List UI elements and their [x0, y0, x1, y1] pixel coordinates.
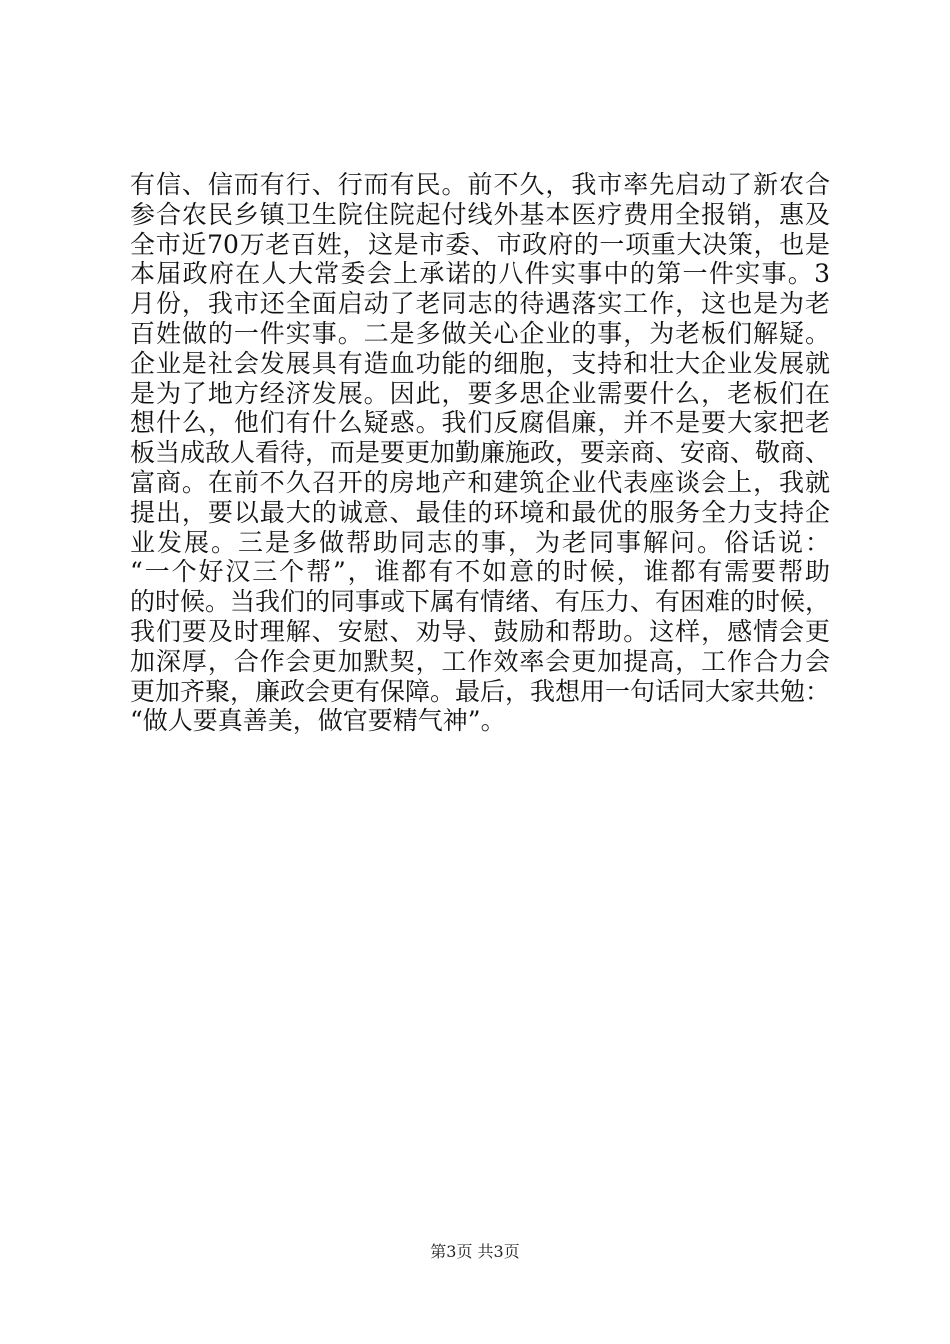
text-line: 百姓做的一件实事。二是多做关心企业的事，为老板们解疑。 [130, 318, 830, 348]
text-line: 全市近70万老百姓，这是市委、市政府的一项重大决策，也是 [130, 229, 830, 259]
text-line: 企业是社会发展具有造血功能的细胞，支持和壮大企业发展就 [130, 348, 830, 378]
body-text [130, 170, 830, 736]
text-line: 有信、信而有行、行而有民。前不久，我市率先启动了新农合 [130, 170, 830, 199]
text-line: 想什么，他们有什么疑惑。我们反腐倡廉，并不是要大家把老 [130, 408, 830, 438]
text-line: 我们要及时理解、安慰、劝导、鼓励和帮助。这样，感情会更 [130, 616, 830, 646]
text-line: 本届政府在人大常委会上承诺的八件实事中的第一件实事。3 [130, 259, 830, 289]
page-number-label: 第3页 共3页 [430, 1242, 520, 1261]
text-line: 参合农民乡镇卫生院住院起付线外基本医疗费用全报销，惠及 [130, 199, 830, 229]
text-line-last: “做人要真善美，做官要精气神”。 [130, 706, 506, 736]
text-line: 富商。在前不久召开的房地产和建筑企业代表座谈会上，我就 [130, 467, 830, 497]
page-footer [0, 1242, 950, 1262]
text-line: 业发展。三是多做帮助同志的事，为老同事解问。俗话说： [130, 527, 830, 557]
text-line: 是为了地方经济发展。因此，要多思企业需要什么，老板们在 [130, 378, 830, 408]
text-line: “一个好汉三个帮”，谁都有不如意的时候，谁都有需要帮助 [130, 557, 830, 587]
text-line: 加深厚，合作会更加默契，工作效率会更加提高，工作合力会 [130, 646, 830, 676]
text-line: 的时候。当我们的同事或下属有情绪、有压力、有困难的时候， [130, 587, 831, 617]
text-line: 板当成敌人看待，而是要更加勤廉施政，要亲商、安商、敬商、 [130, 438, 831, 468]
text-line: 更加齐聚，廉政会更有保障。最后，我想用一句话同大家共勉： [130, 676, 831, 706]
text-line: 月份，我市还全面启动了老同志的待遇落实工作，这也是为老 [130, 289, 830, 319]
text-line: 提出，要以最大的诚意、最佳的环境和最优的服务全力支持企 [130, 497, 830, 527]
